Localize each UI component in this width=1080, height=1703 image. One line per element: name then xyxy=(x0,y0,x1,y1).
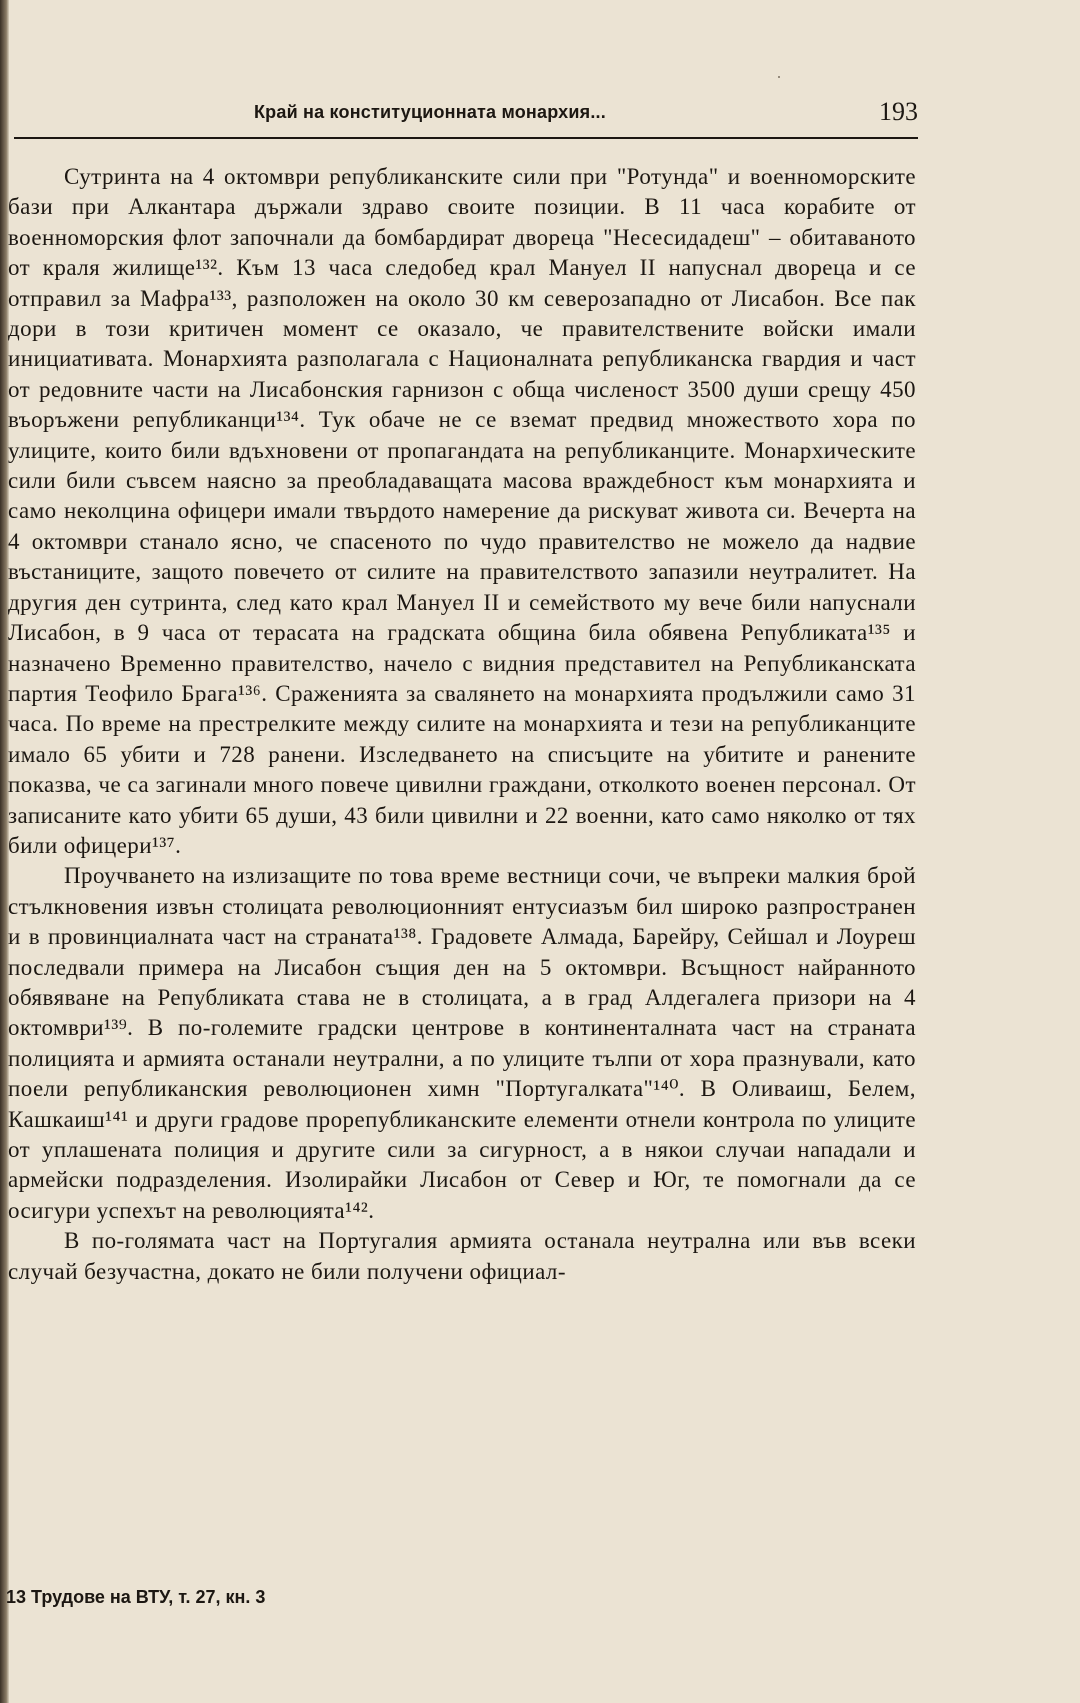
running-header xyxy=(14,97,918,136)
paragraph: Сутринта на 4 октомври републиканските сили при "Ротунда" и военноморските бази при Алкантара държали здраво своите позиции. В 11 часа корабите от военноморския флот започнали да бомбардират двореца "Несесидадеш" – обитаваното от краля жилище¹³². Към 13 часа следобед крал Мануел II напуснал двореца и се отправил за Мафра¹³³, разположен на около 30 км северозападно от Лисабон. Все пак дори в този критичен момент се оказало, че правителствените войски имали инициативата. Монархията разполагала с Националната републиканска гвардия и част от редовните части на Лисабонския гарнизон с обща численост 3500 души срещу 450 въоръжени републиканци¹³⁴. Тук обаче не се вземат предвид множеството хора по улиците, които били вдъхновени от пропагандата на републиканците. Монархическите сили били съвсем наясно за преобладаващата масова враждебност към монархията и само неколцина офицери имали твърдото намерение да рискуват живота си. Вечерта на 4 октомври станало ясно, че спасеното по чудо правителство не можело да надвие въстаниците, защото повечето от силите на правителството запазили неутралитет. На другия ден сутринта, след като крал Мануел II и семейството му вече били напуснали Лисабон, в 9 часа от терасата на градската община била обявена Републиката¹³⁵ и назначено Временно правителство, начело с видния представител на Републиканската партия Теофило Брага¹³⁶. Сраженията за свалянето на монархията продължили само 31 часа. По време на престрелките между силите на монархията и тези на републиканците имало 65 убити и 728 ранени. Изследването на списъците на убитите и ранените показва, че са загинали много повече цивилни граждани, отколкото военен персонал. От записаните като убити 65 души, 43 били цивилни и 22 военни, като само няколко от тях били офицери¹³⁷. xyxy=(8,164,916,858)
signature-mark: 13 Трудове на ВТУ, т. 27, кн. 3 xyxy=(6,1587,266,1607)
paragraph: Проучването на излизащите по това време вестници сочи, че въпреки малкия брой стълкновения извън столицата революционният ентусиазъм бил широко разпространен и в провинциалната част на страната¹³⁸. Градовете Алмада, Барейру, Сейшал и Лоуреш последвали примера на Лисабон същия ден на 5 октомври. Всъщност найранното обявяване на Републиката става не в столицата, а в град Алдегалега призори на 4 октомври¹³⁹. В по-големите градски центрове в континенталната част на страната полицията и армията останали неутрални, а по улиците тълпи от хора празнували, като поели републиканския революционен химн "Португалката"¹⁴⁰. В Оливаиш, Белем, Кашкаиш¹⁴¹ и други градове прорепубликанските елементи отнели контрола по улиците от уплашената полиция и другите сили за сигурност, а в някои случаи нападали и армейски подразделения. Изолирайки Лисабон от Север и Юг, те помогнали да се осигури успехът на революцията¹⁴². xyxy=(8,863,916,1223)
page-number: 193 xyxy=(879,97,918,126)
running-title: Край на конституционната монархия... xyxy=(254,102,606,122)
paper-speck xyxy=(778,76,780,78)
paragraph: В по-голямата част на Португалия армията останала неутрална или във всеки случай безучастна, докато не били получени официал- xyxy=(8,1228,916,1284)
header-rule xyxy=(14,137,918,139)
body-text xyxy=(8,162,916,1287)
